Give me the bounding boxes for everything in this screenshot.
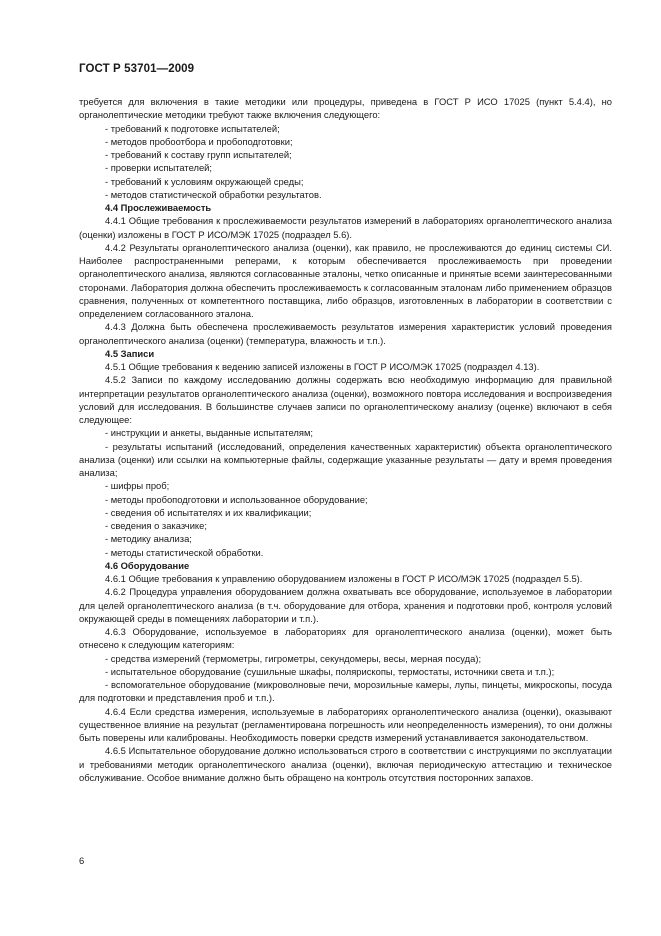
list-item: - результаты испытаний (исследований, определения качественных характеристик) объекта органолептического анализа (оценки) или ссылки на компьютерные файлы, содержащие указанные результаты — дату и время проведения анализа; [79,440,612,478]
list-item: - методов статистической обработки результатов. [105,188,322,200]
list-item: - методы статистической обработки. [105,546,264,558]
paragraph: 4.4.3 Должна быть обеспечена прослеживаемость результатов измерения характеристик условий проведения органолептического анализа (оценки) (температура, влажность и т.п.). [79,321,612,346]
list-item: - средства измерений (термометры, гигрометры, секундомеры, весы, мерная посуда); [105,652,482,664]
paragraph: 4.6.2 Процедура управления оборудованием должна охватывать все оборудование, используемое в лаборатории для целей органолептического анализа (в т.ч. оборудование для отбора, хранения и подготовки проб, контроля условий окружающей среды в помещениях лаборатории и т.п.). [79,586,612,624]
paragraph: требуется для включения в такие методики или процедуры, приведена в ГОСТ Р ИСО 17025 (пункт 5.4.4), но органолептические методики требуют также включения следующего: [79,96,612,121]
list-item: - методику анализа; [105,533,192,545]
page-number: 6 [79,855,85,866]
paragraph: 4.6.1 Общие требования к управлению оборудованием изложены в ГОСТ Р ИСО/МЭК 17025 (подраздел 5.5). [105,573,583,584]
list-item: - шифры проб; [105,480,170,492]
list-item: - требований к составу групп испытателей; [105,149,292,160]
list-item: - сведения об испытателях и их квалификации; [105,506,312,518]
list-item: - требований к условиям окружающей среды; [105,175,304,187]
list-item: - вспомогательное оборудование (микроволновые печи, морозильные камеры, лупы, пинцеты, микроскопы, посуда для подготовки и представления проб и т.п.). [79,679,612,704]
paragraph: 4.6.3 Оборудование, используемое в лабораториях для органолептического анализа (оценки), может быть отнесено к следующим категориям: [79,626,612,651]
document-header-title: ГОСТ Р 53701—2009 [79,63,195,75]
list-item: - инструкции и анкеты, выданные испытателям; [105,427,313,439]
paragraph: 4.5.1 Общие требования к ведению записей изложены в ГОСТ Р ИСО/МЭК 17025 (подраздел 4.13). [105,361,540,372]
section-heading: 4.4 Прослеживаемость [105,202,212,213]
list-item: - испытательное оборудование (сушильные шкафы, полярископы, термостаты, источники света и т.п.); [105,665,555,677]
paragraph: 4.6.5 Испытательное оборудование должно использоваться строго в соответствии с инструкциями по эксплуатации и требованиями методик органолептического анализа (оценки), включая периодическую аттестацию и техническое обслуживание. Особое внимание должно быть обращено на контроль отсутствия посторонних запахов. [79,745,612,783]
paragraph: 4.5.2 Записи по каждому исследованию должны содержать всю необходимую информацию для правильной интерпретации результатов органолептического анализа (оценки), возможного повтора исследования и воспроизведения условий для исследования. В большинстве случаев записи по органолептическому анализу (оценке) включают в себя следующее: [79,374,612,425]
list-item: - методы пробоподготовки и использованное оборудование; [105,493,368,505]
document-body [79,95,612,784]
list-item: - сведения о заказчике; [105,520,207,531]
section-heading: 4.6 Оборудование [105,559,190,571]
paragraph: 4.6.4 Если средства измерения, используемые в лабораториях органолептического анализа (оценки), оказывают существенное влияние на результат (регламентирована погрешность или неопределенность измерения), то они должны быть поверены или калиброваны. Необходимость поверки средств измерений устанавливается законодательством. [79,705,612,743]
list-item: - методов пробоотбора и пробоподготовки; [105,135,293,147]
list-item: - проверки испытателей; [105,162,213,174]
paragraph: 4.4.1 Общие требования к прослеживаемости результатов измерений в лабораториях органолептического анализа (оценки) изложены в ГОСТ Р ИСО/МЭК 17025 (подраздел 5.6). [79,215,612,240]
section-heading: 4.5 Записи [105,347,155,359]
list-item: - требований к подготовке испытателей; [105,122,280,134]
paragraph: 4.4.2 Результаты органолептического анализа (оценки), как правило, не прослеживаются до единиц системы СИ. Наиболее распространенными реперами, к которым обеспечивается прослеживаемость при проведении органолептического анализа, являются согласованные эталоны, четко описанные и принятые всеми заинтересованными сторонами. Лаборатория должна обеспечить прослеживаемость к согласованным эталонам либо применением образцов сравнения, полученных от компетентного поставщика, либо образцов, изготовленных в лаборатории в соответствии с определением согласованного эталона. [79,241,612,319]
